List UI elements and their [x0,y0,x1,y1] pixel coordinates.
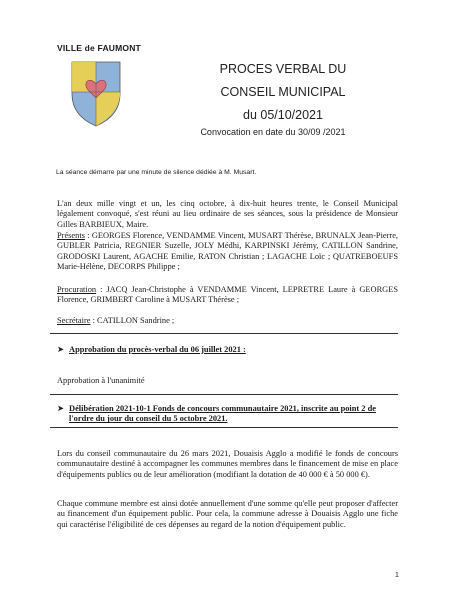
town-crest-logo [68,56,124,128]
arrow-bullet-icon: ➤ [57,345,65,354]
page-number: 1 [395,572,399,579]
section-divider [50,333,398,334]
title-line-3: du 05/10/2021 [243,108,323,122]
section-divider [50,427,398,428]
presents-label: Présents [57,231,85,240]
agenda-item-2 [57,404,398,425]
procuration-list: : JACQ Jean-Christophe à VENDAMME Vincent, LEPRETRE Laure à GEORGES Florence, GRIMBERT Caroline à MUSART Thérèse ; [57,285,398,305]
title-line-1: PROCES VERBAL DU [219,62,347,76]
secretaire-label: Secrétaire [57,316,91,325]
section-divider [50,394,398,395]
secretaire-paragraph [57,316,398,326]
approbation-paragraph: Approbation à l'unanimité [57,376,145,385]
convocation-date: Convocation en date du 30/09 /2021 [200,127,346,137]
arrow-bullet-icon: ➤ [57,404,65,413]
document-title [178,58,388,127]
intro-paragraph: L'an deux mille vingt et un, les cinq octobre, à dix-huit heures trente, le Conseil Municipal légalement convoqué, s'est réuni au lieu ordinaire de ses séances, sous la présidence de Monsieur Gilles BARBIEUX, Maire. [57,199,398,229]
title-line-2: CONSEIL MUNICIPAL [220,85,346,99]
procuration-label: Procuration [57,285,97,294]
agenda-item-2-text: Délibération 2021-10-1 Fonds de concours communautaire 2021, inscrite au point 2 de l'ordre du jour du conseil du 5 octobre 2021. [69,404,376,424]
procuration-paragraph [57,285,398,306]
chaque-paragraph: Chaque commune membre est ainsi dotée annuellement d'une somme qu'elle peut proposer d'affecter au financement d'un équipement public. Pour cela, la commune adresse à Douaisis Agglo une fiche qui caractérise l'éligibilité de ces dépenses au regard de la notion d'équipement public. [57,499,398,529]
agenda-item-1-text: Approbation du procès-verbal du 06 juillet 2021 : [69,345,246,354]
presents-paragraph [57,231,398,273]
town-name: VILLE de FAUMONT [57,43,141,53]
lors-paragraph: Lors du conseil communautaire du 26 mars 2021, Douaisis Agglo a modifié le fonds de concours communautaire destiné à accompagner les communes membres dans le financement de mise en place d'équipements publics ou de leur amélioration (modifiant la dotation de 40 000 € à 50 000 €). [57,449,398,479]
agenda-item-1 [57,345,398,355]
presents-list: : GEORGES Florence, VENDAMME Vincent, MUSART Thérèse, BRUNALX Jean-Pierre, GUBLER Patricia, REGNIER Suzelle, JOLY Médhi, KARPINSKI Jérémy, CATILLON Sandrine, GRODOSKI Laurent, AGACHE Emilie, RATON Christian ; LAGACHE Loïc ; QUATREBOEUFS Marie-Hélène, DECORPS Philippe ; [57,231,398,272]
secretaire-name: : CATILLON Sandrine ; [90,316,175,325]
silence-note: La séance démarre par une minute de silence dédiée à M. Musart. [56,169,257,176]
